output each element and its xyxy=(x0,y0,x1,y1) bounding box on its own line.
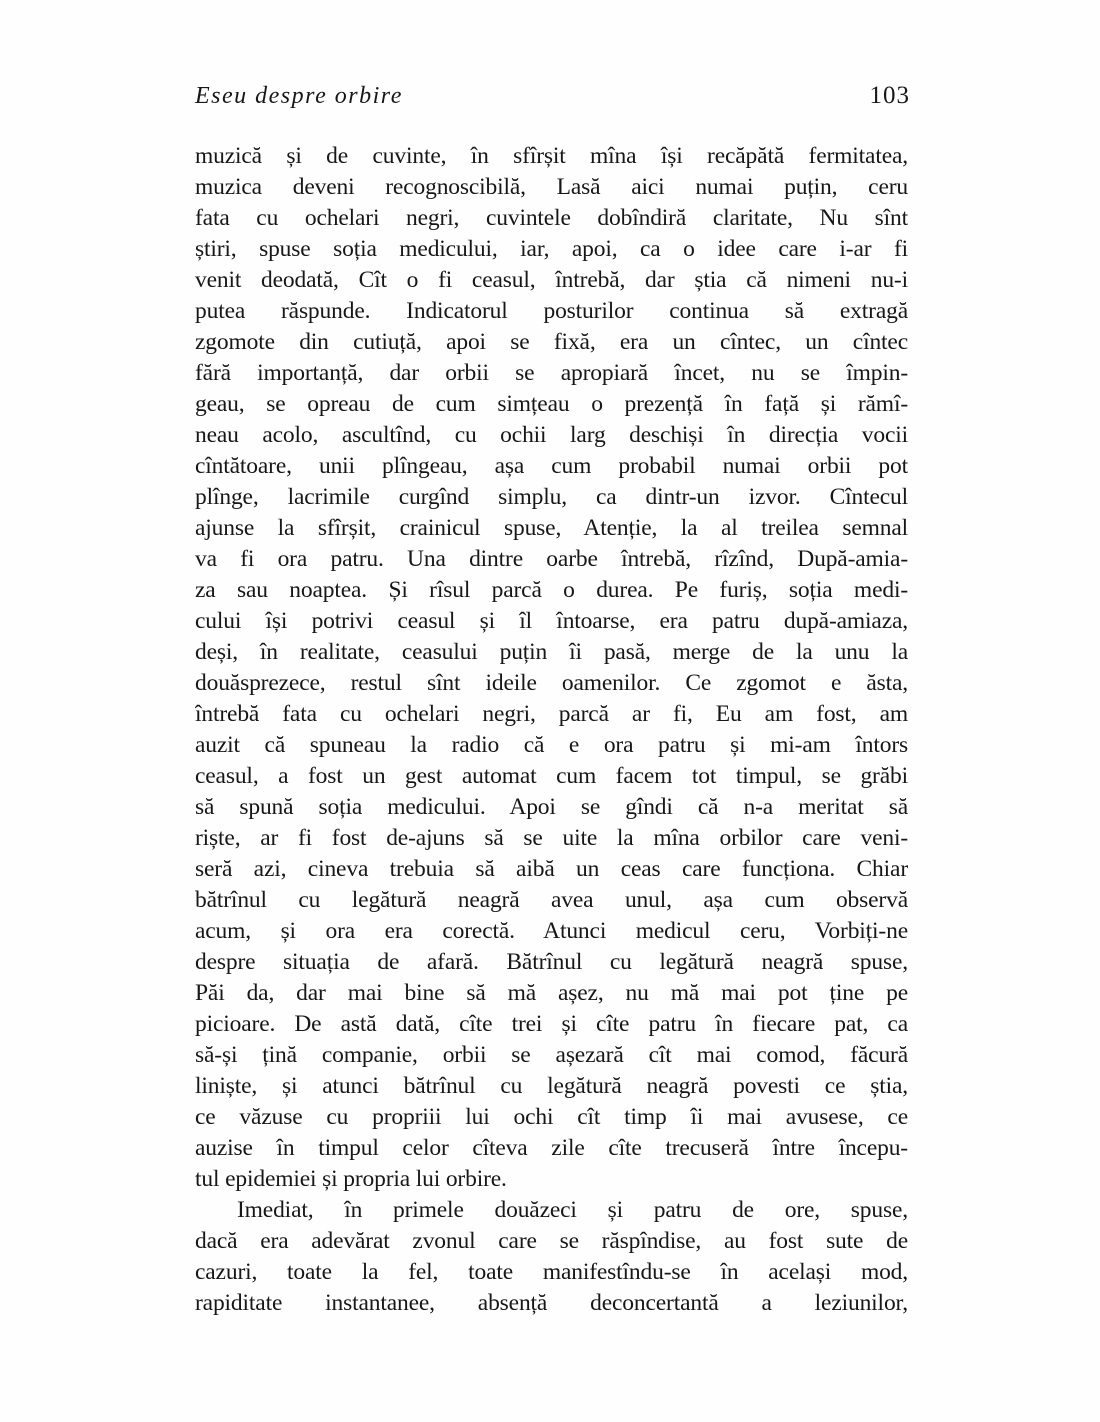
text-line: tul epidemiei și propria lui orbire. xyxy=(195,1166,507,1192)
text-line: acum, și ora era corectă. Atunci medicul ceru, Vorbiți-ne xyxy=(195,918,908,944)
page-number: 103 xyxy=(869,82,910,109)
text-line: ce văzuse cu propriii lui ochi cît timp îi mai avusese, ce xyxy=(195,1104,908,1130)
text-line: cului își potrivi ceasul și îl întoarse, era patru după-amiaza, xyxy=(195,608,908,634)
text-line: plînge, lacrimile curgînd simplu, ca dintr-un izvor. Cîntecul xyxy=(195,484,908,510)
text-line: muzică și de cuvinte, în sfîrșit mîna își recăpătă fermitatea, xyxy=(195,143,908,169)
text-line: ceasul, a fost un gest automat cum facem tot timpul, se grăbi xyxy=(195,763,908,789)
text-line: deși, în realitate, ceasului puțin îi pasă, merge de la unu la xyxy=(195,639,908,665)
text-line: riște, ar fi fost de-ajuns să se uite la mîna orbilor care veni- xyxy=(195,825,908,851)
text-line: zgomote din cutiuță, apoi se fixă, era un cîntec, un cîntec xyxy=(195,329,908,355)
text-line: să spună soția medicului. Apoi se gîndi că n-a meritat să xyxy=(195,794,908,820)
text-line: douăsprezece, restul sînt ideile oamenilor. Ce zgomot e ăsta, xyxy=(195,670,908,696)
running-title: Eseu despre orbire xyxy=(195,83,403,109)
text-line: Păi da, dar mai bine să mă așez, nu mă mai pot ține pe xyxy=(195,980,908,1006)
text-line: fără importanță, dar orbii se apropiară încet, nu se împin- xyxy=(195,360,908,386)
text-line: neau acolo, ascultînd, cu ochii larg deschiși în direcția vocii xyxy=(195,422,908,448)
text-line: muzica deveni recognoscibilă, Lasă aici numai puțin, ceru xyxy=(195,174,908,200)
text-line: să-și țină companie, orbii se așezară cît mai comod, făcură xyxy=(195,1042,908,1068)
text-line: venit deodată, Cît o fi ceasul, întrebă, dar știa că nimeni nu-i xyxy=(195,267,908,293)
text-line: dacă era adevărat zvonul care se răspîndise, au fost sute de xyxy=(195,1228,908,1254)
text-line: auzit că spuneau la radio că e ora patru și mi-am întors xyxy=(195,732,908,758)
page-header xyxy=(195,82,910,110)
text-line: geau, se opreau de cum simțeau o prezență în față și rămî- xyxy=(195,391,908,417)
text-line: liniște, și atunci bătrînul cu legătură neagră povesti ce știa, xyxy=(195,1073,908,1099)
text-block xyxy=(195,141,908,1319)
text-line: za sau noaptea. Și rîsul parcă o durea. Pe furiș, soția medi- xyxy=(195,577,908,603)
text-line: ajunse la sfîrșit, crainicul spuse, Atenție, la al treilea semnal xyxy=(195,515,908,541)
text-line: cîntătoare, unii plîngeau, așa cum probabil numai orbii pot xyxy=(195,453,908,479)
text-line: despre situația de afară. Bătrînul cu legătură neagră spuse, xyxy=(195,949,908,975)
text-line: știri, spuse soția medicului, iar, apoi, ca o idee care i-ar fi xyxy=(195,236,908,262)
text-line: va fi ora patru. Una dintre oarbe întrebă, rîzînd, După-amia- xyxy=(195,546,908,572)
text-line: bătrînul cu legătură neagră avea unul, așa cum observă xyxy=(195,887,908,913)
text-line: seră azi, cineva trebuia să aibă un ceas care funcționa. Chiar xyxy=(195,856,908,882)
text-line: putea răspunde. Indicatorul posturilor continua să extragă xyxy=(195,298,908,324)
text-line: auzise în timpul celor cîteva zile cîte trecuseră între începu- xyxy=(195,1135,908,1161)
text-line: fata cu ochelari negri, cuvintele dobîndiră claritate, Nu sînt xyxy=(195,205,908,231)
text-line: cazuri, toate la fel, toate manifestîndu-se în același mod, xyxy=(195,1259,908,1285)
text-line: Imediat, în primele douăzeci și patru de ore, spuse, xyxy=(237,1197,908,1223)
text-line: picioare. De astă dată, cîte trei și cîte patru în fiecare pat, ca xyxy=(195,1011,908,1037)
text-line: rapiditate instantanee, absență deconcertantă a leziunilor, xyxy=(195,1290,908,1316)
text-line: întrebă fata cu ochelari negri, parcă ar fi, Eu am fost, am xyxy=(195,701,908,727)
